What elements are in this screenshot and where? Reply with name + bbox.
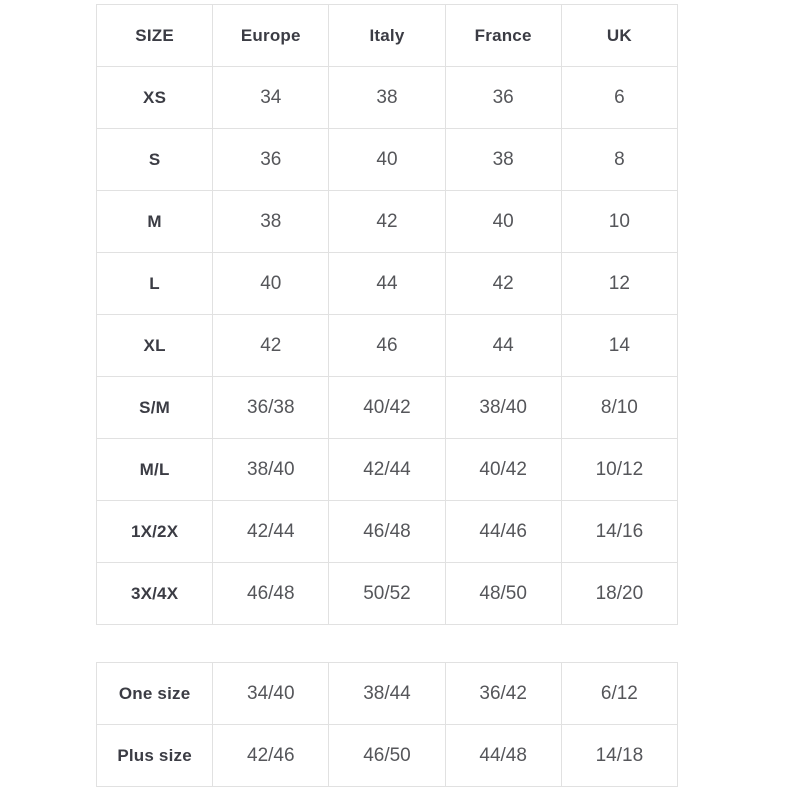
uk-value-cell: 8/10 (561, 377, 677, 439)
europe-value-cell: 36/38 (213, 377, 329, 439)
table-gap (96, 625, 800, 662)
size-label-cell: XL (97, 315, 213, 377)
europe-value-cell: 42/44 (213, 501, 329, 563)
uk-value-cell: 6 (561, 67, 677, 129)
column-header-france: France (445, 5, 561, 67)
header-row (97, 5, 678, 67)
france-value-cell: 40/42 (445, 439, 561, 501)
size-label-cell: XS (97, 67, 213, 129)
italy-value-cell: 42/44 (329, 439, 445, 501)
size-label-cell: 3X/4X (97, 563, 213, 625)
table-row-xl (97, 315, 678, 377)
italy-value-cell: 50/52 (329, 563, 445, 625)
size-label-cell: One size (97, 663, 213, 725)
table-row-plus-size (97, 725, 678, 787)
uk-value-cell: 8 (561, 129, 677, 191)
italy-value-cell: 42 (329, 191, 445, 253)
france-value-cell: 36/42 (445, 663, 561, 725)
table-row-m (97, 191, 678, 253)
italy-value-cell: 46 (329, 315, 445, 377)
italy-value-cell: 46/48 (329, 501, 445, 563)
size-label-cell: L (97, 253, 213, 315)
column-header-italy: Italy (329, 5, 445, 67)
europe-value-cell: 38/40 (213, 439, 329, 501)
italy-value-cell: 38/44 (329, 663, 445, 725)
size-label-cell: S (97, 129, 213, 191)
europe-value-cell: 40 (213, 253, 329, 315)
france-value-cell: 44 (445, 315, 561, 377)
table-row-m-l (97, 439, 678, 501)
uk-value-cell: 14/18 (561, 725, 677, 787)
europe-value-cell: 42 (213, 315, 329, 377)
france-value-cell: 42 (445, 253, 561, 315)
italy-value-cell: 44 (329, 253, 445, 315)
column-header-uk: UK (561, 5, 677, 67)
france-value-cell: 38 (445, 129, 561, 191)
france-value-cell: 44/46 (445, 501, 561, 563)
france-value-cell: 36 (445, 67, 561, 129)
uk-value-cell: 10/12 (561, 439, 677, 501)
size-label-cell: 1X/2X (97, 501, 213, 563)
table-row-1x-2x (97, 501, 678, 563)
column-header-size: SIZE (97, 5, 213, 67)
table-row-xs (97, 67, 678, 129)
italy-value-cell: 38 (329, 67, 445, 129)
size-label-cell: S/M (97, 377, 213, 439)
uk-value-cell: 12 (561, 253, 677, 315)
europe-value-cell: 34 (213, 67, 329, 129)
italy-value-cell: 40 (329, 129, 445, 191)
table-row-s-m (97, 377, 678, 439)
size-conversion-table-secondary (96, 662, 678, 787)
size-label-cell: M/L (97, 439, 213, 501)
table-row-3x-4x (97, 563, 678, 625)
table-row-l (97, 253, 678, 315)
europe-value-cell: 34/40 (213, 663, 329, 725)
france-value-cell: 44/48 (445, 725, 561, 787)
uk-value-cell: 10 (561, 191, 677, 253)
uk-value-cell: 14/16 (561, 501, 677, 563)
europe-value-cell: 42/46 (213, 725, 329, 787)
table-row-s (97, 129, 678, 191)
italy-value-cell: 40/42 (329, 377, 445, 439)
france-value-cell: 48/50 (445, 563, 561, 625)
italy-value-cell: 46/50 (329, 725, 445, 787)
uk-value-cell: 14 (561, 315, 677, 377)
europe-value-cell: 46/48 (213, 563, 329, 625)
size-conversion-table-main (96, 4, 678, 625)
size-label-cell: Plus size (97, 725, 213, 787)
uk-value-cell: 6/12 (561, 663, 677, 725)
column-header-europe: Europe (213, 5, 329, 67)
size-label-cell: M (97, 191, 213, 253)
europe-value-cell: 36 (213, 129, 329, 191)
uk-value-cell: 18/20 (561, 563, 677, 625)
france-value-cell: 40 (445, 191, 561, 253)
europe-value-cell: 38 (213, 191, 329, 253)
table-row-one-size (97, 663, 678, 725)
france-value-cell: 38/40 (445, 377, 561, 439)
